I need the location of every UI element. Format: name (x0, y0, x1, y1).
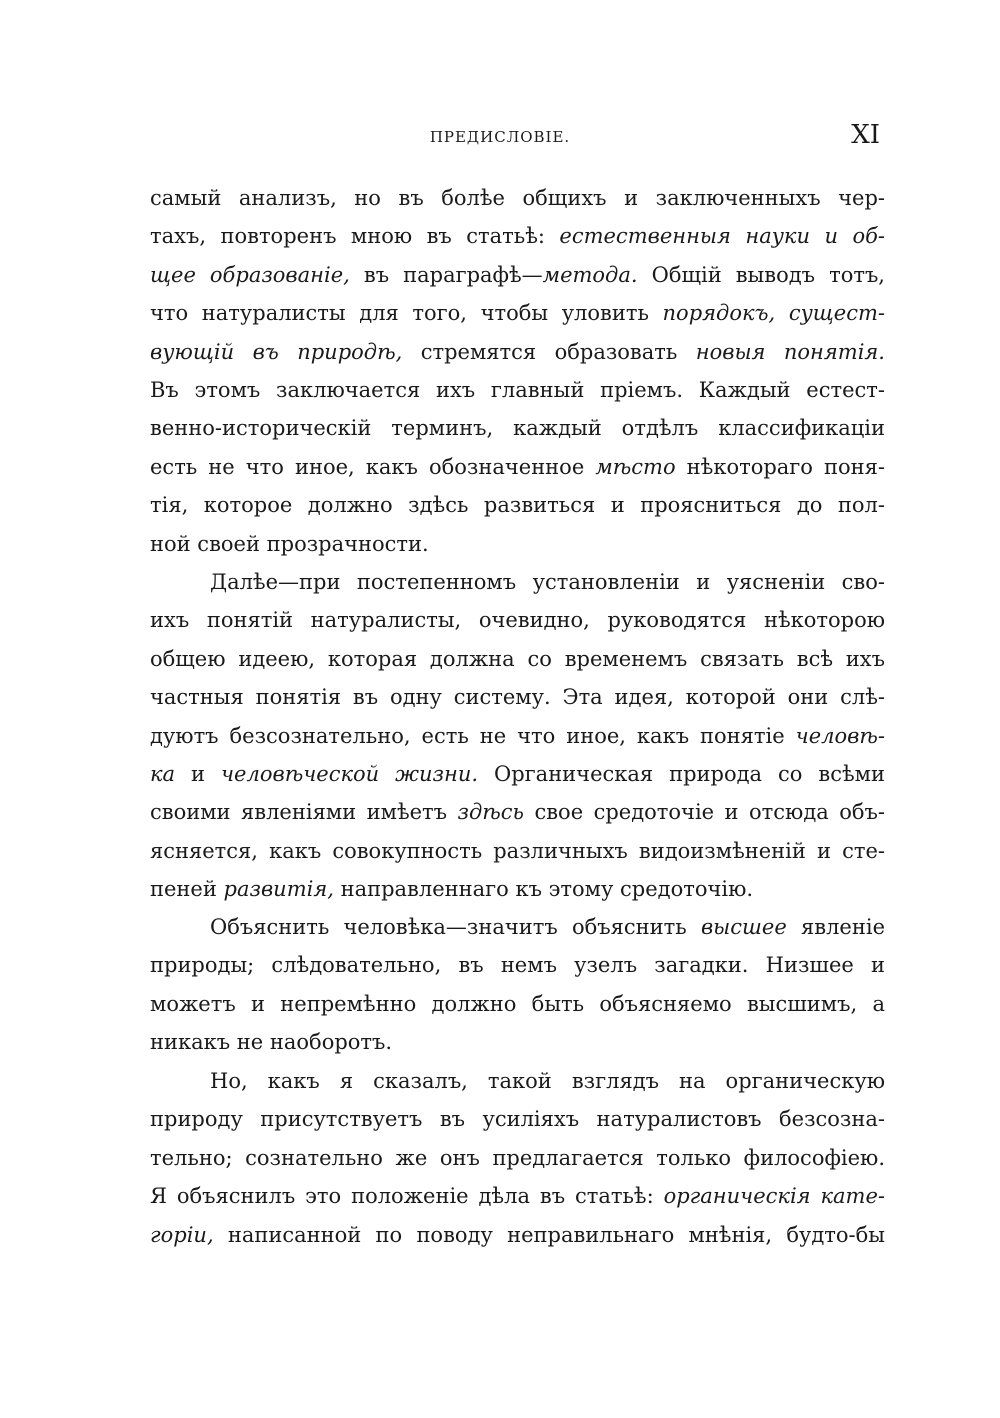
text-line (150, 1023, 885, 1061)
text-run: дуютъ безсознательно, есть не что иное, какъ понятіе (150, 723, 796, 748)
text-run: Органическая природа со всѣми (478, 761, 885, 786)
text-line (150, 563, 885, 601)
italic-run: человѣческой жизни. (220, 761, 479, 786)
text-line (150, 1216, 885, 1254)
text-line (150, 601, 885, 639)
text-line (150, 832, 885, 870)
text-run: венно-историческій терминъ, каждый отдѣлъ классификаціи (150, 416, 885, 441)
text-run: Общій выводъ тотъ, (637, 262, 885, 287)
text-run: общею идеею, которая должна со временемъ связать всѣ ихъ (150, 646, 885, 671)
text-run: Объяснить человѣка—значитъ объяснить (210, 915, 701, 939)
italic-run: естественныя науки и об- (559, 224, 885, 249)
italic-run: порядокъ, сущест- (662, 301, 885, 326)
text-line (150, 640, 885, 678)
text-line (150, 755, 885, 793)
running-head: ПРЕДИСЛОВІЕ. (429, 128, 571, 146)
text-run: Далѣе—при постепенномъ установленіи и уясненіи сво- (210, 570, 885, 594)
text-line (150, 371, 885, 409)
text-run: ясняется, какъ совокупность различныхъ видоизмѣненій и сте- (150, 838, 885, 863)
text-run: явленіе (786, 915, 885, 939)
text-run: въ параграфѣ— (349, 262, 543, 287)
page-number: XI (851, 120, 880, 150)
paragraph-4 (150, 1062, 885, 1254)
italic-run: органическія кате- (663, 1184, 885, 1209)
text-line (150, 870, 885, 908)
italic-run: мѣсто (595, 454, 676, 479)
italic-run: здѣсь (457, 800, 524, 825)
text-run: стремятся образовать (402, 339, 696, 364)
italic-run: новыя понятія. (695, 339, 885, 364)
text-line (150, 1062, 885, 1100)
text-run: что натуралисты для того, чтобы уловить (150, 301, 663, 326)
text-line (150, 333, 885, 371)
text-run: нѣкотораго поня- (675, 454, 885, 479)
text-run: никакъ не наоборотъ. (150, 1030, 393, 1055)
text-run: самый анализъ, но въ болѣе общихъ и заключенныхъ чер- (150, 186, 885, 210)
text-line (150, 448, 885, 486)
italic-run: вующій въ природѣ, (150, 339, 403, 364)
text-line (150, 1100, 885, 1138)
italic-run: горіи, (150, 1222, 214, 1247)
text-run: и (175, 761, 221, 786)
italic-run: развитія, (223, 877, 334, 902)
text-run: природы; слѣдовательно, въ немъ узелъ загадки. Низшее и (150, 953, 885, 978)
text-run: Въ этомъ заключается ихъ главный пріемъ. Каждый естест- (150, 377, 885, 402)
text-run: ной своей прозрачности. (150, 531, 429, 556)
text-run: ихъ понятій натуралисты, очевидно, руководятся нѣкоторою (150, 608, 885, 633)
text-line (150, 486, 885, 524)
text-line (150, 217, 885, 255)
text-run: есть не что иное, какъ обозначенное (150, 454, 596, 479)
text-line (150, 985, 885, 1023)
text-line (150, 717, 885, 755)
text-run: можетъ и непремѣнно должно быть объясняемо высшимъ, а (150, 991, 885, 1016)
text-run: своими явленіями имѣетъ (150, 800, 458, 825)
italic-run: щее образованіе, (150, 262, 350, 287)
text-run: тельно; сознательно же онъ предлагается только философіею. (150, 1145, 885, 1170)
italic-run: человѣ- (795, 723, 885, 748)
text-line (150, 678, 885, 716)
text-line (150, 1177, 885, 1215)
text-line (150, 793, 885, 831)
text-line (150, 525, 885, 563)
text-run: пеней (150, 877, 224, 902)
text-run: Но, какъ я сказалъ, такой взглядъ на органическую (210, 1069, 885, 1093)
text-line (150, 294, 885, 332)
paragraph-3 (150, 908, 885, 1062)
italic-run: ка (150, 761, 176, 786)
paragraph-2 (150, 563, 885, 909)
text-line (150, 1139, 885, 1177)
text-line (150, 946, 885, 984)
text-line (150, 256, 885, 294)
italic-run: высшее (700, 915, 787, 939)
paragraph-1 (150, 179, 885, 563)
text-run: частныя понятія въ одну систему. Эта идея, которой они слѣ- (150, 685, 885, 710)
text-line (150, 409, 885, 447)
text-line (150, 179, 885, 217)
text-run: свое средоточіе и отсюда объ- (524, 800, 885, 825)
text-run: направленнаго къ этому средоточію. (333, 877, 754, 902)
text-run: тахъ, повторенъ мною въ статьѣ: (150, 224, 560, 249)
italic-run: метода. (542, 262, 638, 287)
text-run: Я объяснилъ это положеніе дѣла въ статьѣ: (150, 1184, 664, 1209)
text-line (150, 908, 885, 946)
text-run: природу присутствуетъ въ усиліяхъ натуралистовъ безсозна- (150, 1107, 885, 1132)
text-run: тія, которое должно здѣсь развиться и проясниться до пол- (150, 493, 885, 518)
text-run: написанной по поводу неправильнаго мнѣнія, будто-бы (213, 1222, 885, 1247)
